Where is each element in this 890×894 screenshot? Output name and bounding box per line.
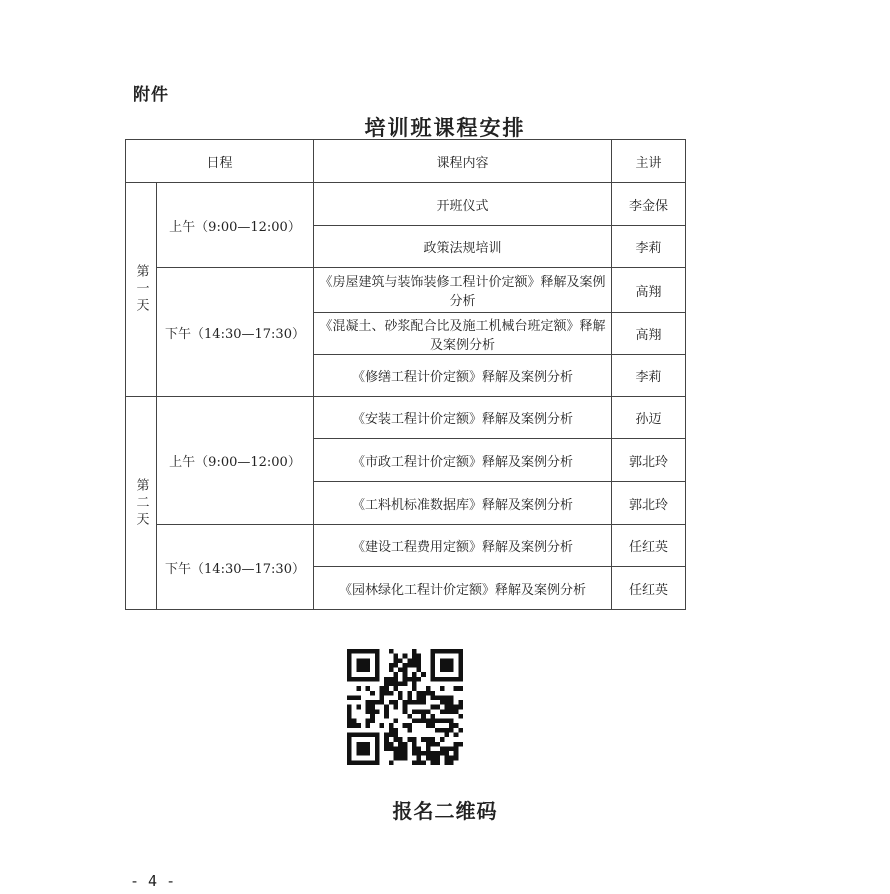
page-title: 培训班课程安排 bbox=[364, 115, 526, 140]
lecturer: 郭北玲 bbox=[612, 482, 686, 525]
lecturer: 李莉 bbox=[612, 355, 686, 397]
header-content: 课程内容 bbox=[314, 140, 612, 183]
table-header-row bbox=[126, 140, 686, 183]
registration-qr-code[interactable] bbox=[347, 649, 463, 765]
time-slot: 下午（14:30—17:30） bbox=[157, 525, 314, 610]
lecturer: 李莉 bbox=[612, 226, 686, 268]
course-content: 《市政工程计价定额》释解及案例分析 bbox=[314, 439, 612, 482]
table-row bbox=[126, 397, 686, 439]
lecturer: 高翔 bbox=[612, 268, 686, 313]
header-schedule: 日程 bbox=[126, 140, 314, 183]
page-number: - 4 - bbox=[130, 872, 176, 890]
table-row bbox=[126, 183, 686, 226]
lecturer: 高翔 bbox=[612, 313, 686, 355]
course-content: 《房屋建筑与装饰装修工程计价定额》释解及案例分析 bbox=[314, 268, 612, 313]
time-slot: 上午（9:00—12:00） bbox=[157, 397, 314, 525]
day-label: 第二天 bbox=[126, 397, 157, 610]
course-content: 《园林绿化工程计价定额》释解及案例分析 bbox=[314, 567, 612, 610]
course-content: 《工料机标准数据库》释解及案例分析 bbox=[314, 482, 612, 525]
day-label: 第一天 bbox=[126, 183, 157, 397]
schedule-table bbox=[125, 139, 686, 610]
lecturer: 任红英 bbox=[612, 525, 686, 567]
course-content: 开班仪式 bbox=[314, 183, 612, 226]
lecturer: 李金保 bbox=[612, 183, 686, 226]
course-content: 《安装工程计价定额》释解及案例分析 bbox=[314, 397, 612, 439]
time-slot: 上午（9:00—12:00） bbox=[157, 183, 314, 268]
course-content: 政策法规培训 bbox=[314, 226, 612, 268]
time-slot: 下午（14:30—17:30） bbox=[157, 268, 314, 397]
header-lecturer: 主讲 bbox=[612, 140, 686, 183]
attachment-label: 附件 bbox=[133, 85, 169, 105]
table-row bbox=[126, 268, 686, 313]
course-content: 《混凝土、砂浆配合比及施工机械台班定额》释解及案例分析 bbox=[314, 313, 612, 355]
lecturer: 郭北玲 bbox=[612, 439, 686, 482]
course-content: 《修缮工程计价定额》释解及案例分析 bbox=[314, 355, 612, 397]
lecturer: 孙迈 bbox=[612, 397, 686, 439]
qr-caption: 报名二维码 bbox=[392, 799, 498, 823]
lecturer: 任红英 bbox=[612, 567, 686, 610]
course-content: 《建设工程费用定额》释解及案例分析 bbox=[314, 525, 612, 567]
table-row bbox=[126, 525, 686, 567]
